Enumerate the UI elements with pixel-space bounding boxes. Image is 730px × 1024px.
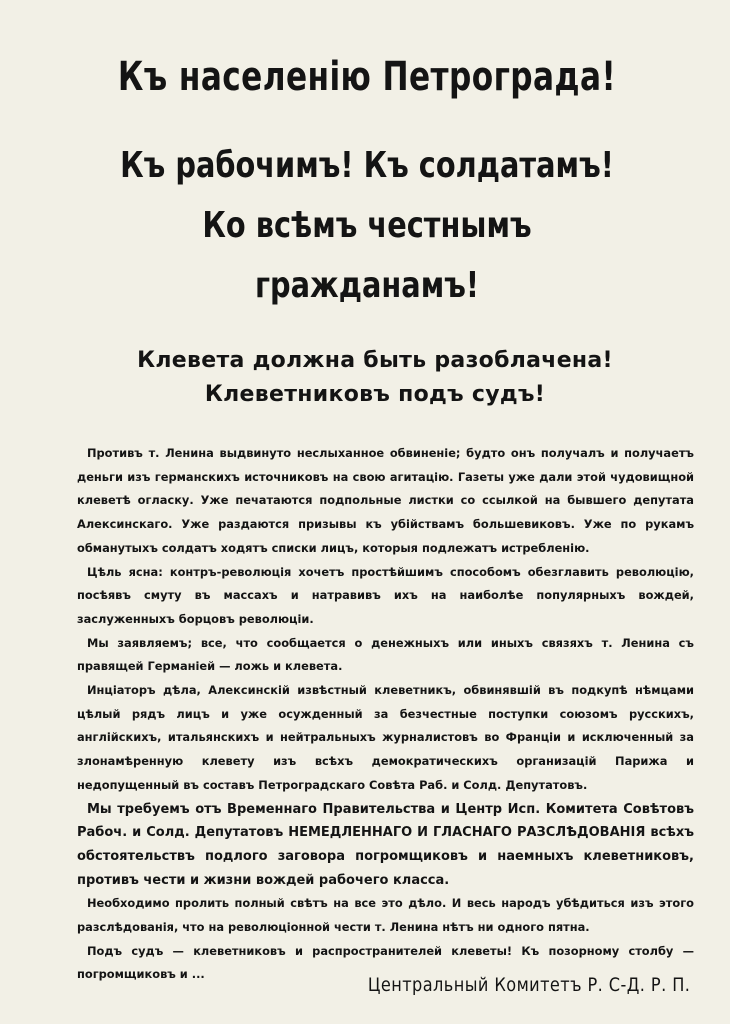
slogan: Клевета должна быть разоблачена! Клеветниковъ подъ судъ! [137,348,613,407]
paragraph: Цѣль ясна: контръ-революція хочетъ простѣйшимъ способомъ обезглавить революцію, посѣявъ смуту въ массахъ и натравивъ ихъ на наиболѣе популярныхъ вождей, заслуженныхъ борцовъ революціи. [77,564,694,626]
paragraph: Мы заявляемъ; все, что сообщается о денежныхъ или иныхъ связяхъ т. Ленина съ правящей Германіей — ложь и клевета. [77,635,694,674]
paragraph: Инціаторъ дѣла, Алексинскій извѣстный клеветникъ, обвинявшій въ подкупѣ нѣмцами цѣлый рядъ лицъ и уже осужденный за безчестные поступки союзомъ русскихъ, англійскихъ, итальянскихъ и нейтральныхъ журналистовъ во Франціи и исключенный за злонамѣренную клевету изъ всѣхъ демократическихъ организацій Парижа и недопущенный въ составъ Петроградскаго Совѣта Раб. и Солд. Депутатовъ. [77,683,694,792]
paragraph: Необходимо пролить полный свѣтъ на все это дѣло. И весь народъ убѣдиться изъ этого разслѣдованія, что на революціонной чести т. Ленина нѣтъ ни одного пятна. [77,896,694,935]
paragraph: Противъ т. Ленина выдвинуто неслыханное обвиненіе; будто онъ получалъ и получаетъ деньги изъ германскихъ источниковъ на свою агитацію. Газеты уже дали этой чудовищной клеветѣ огласку. Уже печатаются подпольные листки со ссылкой на бывшего депутата Алексинскаго. Уже раздаются призывы къ убійствамъ большевиковъ. Уже по рукамъ обманутыхъ солдатъ ходятъ списки лицъ, которыя подлежатъ истребленію. [77,446,694,555]
demand-paragraph: Мы требуемъ отъ Временнаго Правительства и Центр Исп. Комитета Совѣтовъ Рабоч. и Солд. Депутатовъ НЕМЕДЛЕННАГО И ГЛАСНАГО РАЗСЛѢДОВАНІЯ всѣхъ обстоятельствъ подлого заговора погромщиковъ и наемныхъ клеветниковъ, противъ чести и жизни вождей рабочего класса. [77,801,694,888]
paragraph: Подъ судъ — клеветниковъ и распространителей клеветы! Къ позорному столбу — погромщиковъ и ... [77,943,694,982]
headline: Къ населенію Петрограда! [117,54,617,100]
signature: Центральный Комитетъ Р. С-Д. Р. П. [367,974,690,996]
subheadline: Къ рабочимъ! Къ солдатамъ! Ко всѣмъ честнымъ гражданамъ! [120,145,614,306]
body-text [77,442,694,987]
